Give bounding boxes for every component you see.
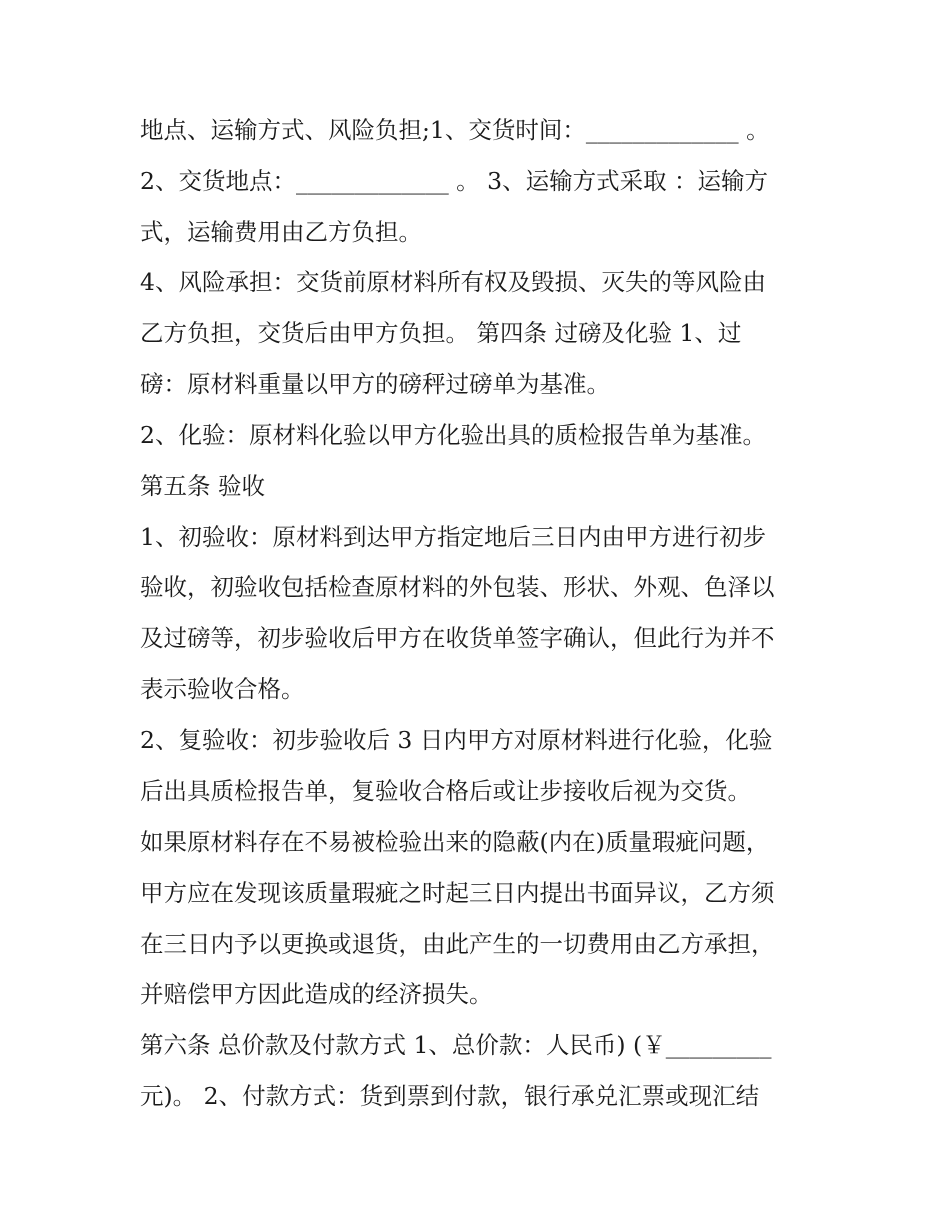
text-line: 及过磅等，初步验收后甲方在收货单签字确认，但此行为并不 [140, 624, 775, 652]
text-line: 乙方负担，交货后由甲方负担。 第四条 过磅及化验 1、过 [140, 319, 742, 347]
text-line: 表示验收合格。 [140, 675, 305, 703]
text-line: 验收，初验收包括检查原材料的外包装、形状、外观、色泽以 [140, 573, 775, 601]
text-line: 式，运输费用由乙方负担。 [140, 218, 422, 246]
text-line: 4、风险承担：交货前原材料所有权及毁损、灭失的等风险由 [140, 268, 766, 296]
section-heading: 第五条 验收 [140, 472, 265, 500]
text-line: 2、交货地点：_____________ 。 3、运输方式采取 ：运输方 [140, 167, 769, 195]
text-line: 并赔偿甲方因此造成的经济损失。 [140, 980, 493, 1008]
text-line: 如果原材料存在不易被检验出来的隐蔽(内在)质量瑕疵问题， [140, 828, 770, 856]
text-line: 在三日内予以更换或退货，由此产生的一切费用由乙方承担， [140, 930, 775, 958]
text-line: 甲方应在发现该质量瑕疵之时起三日内提出书面异议，乙方须 [140, 879, 775, 907]
text-line: 地点、运输方式、风险负担;1、交货时间：_____________ 。 [140, 116, 770, 144]
text-line: 2、化验：原材料化验以甲方化验出具的质检报告单为基准。 [140, 421, 766, 449]
text-line: 磅：原材料重量以甲方的磅秤过磅单为基准。 [140, 370, 610, 398]
text-line: 第六条 总价款及付款方式 1、总价款：人民币) (￥_________ [140, 1031, 772, 1059]
text-line: 元)。 2、付款方式：货到票到付款，银行承兑汇票或现汇结 [140, 1082, 760, 1110]
text-line: 1、初验收：原材料到达甲方指定地后三日内由甲方进行初步 [140, 523, 766, 551]
text-line: 2、复验收：初步验收后 3 日内甲方对原材料进行化验，化验 [140, 726, 773, 754]
text-line: 后出具质检报告单，复验收合格后或让步接收后视为交货。 [140, 777, 751, 805]
